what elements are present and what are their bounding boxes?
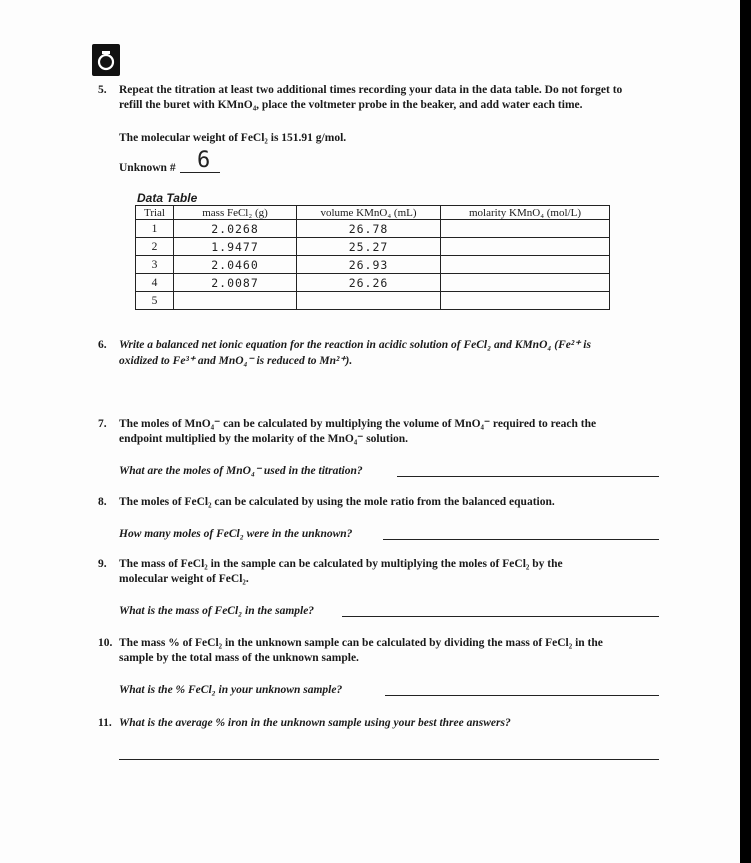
q9-text-line1: The mass of FeCl₂ in the sample can be calculated by multiplying the moles of FeCl₂ by the (119, 558, 563, 570)
unknown-label: Unknown # (119, 162, 176, 174)
q10-prompt: What is the % FeCl₂ in your unknown sample? (119, 684, 343, 696)
header-trial: Trial (136, 206, 174, 220)
q10-text-line2: sample by the total mass of the unknown sample. (119, 652, 359, 664)
mass-cell[interactable] (174, 292, 297, 310)
molarity-cell[interactable] (441, 292, 610, 310)
volume-cell[interactable] (297, 292, 441, 310)
q7-number: 7. (98, 418, 107, 430)
volume-cell[interactable]: 26.26 (297, 274, 441, 292)
q6-number: 6. (98, 339, 107, 351)
molarity-cell[interactable] (441, 274, 610, 292)
mass-cell[interactable]: 1.9477 (174, 238, 297, 256)
q5-text-line2: refill the buret with KMnO₄, place the voltmeter probe in the beaker, and add water each time. (119, 99, 583, 111)
mass-cell[interactable]: 2.0460 (174, 256, 297, 274)
q5-text-line1: Repeat the titration at least two additional times recording your data in the data table. Do not forget to (119, 84, 623, 96)
q7-text-line1: The moles of MnO₄⁻ can be calculated by multiplying the volume of MnO₄⁻ required to reach the (119, 418, 597, 430)
q8-prompt: How many moles of FeCl₂ were in the unknown? (119, 528, 353, 540)
trial-cell: 2 (136, 238, 174, 256)
q11-prompt: What is the average % iron in the unknown sample using your best three answers? (119, 717, 511, 729)
q8-answer-line[interactable] (383, 539, 659, 540)
table-row (136, 220, 610, 238)
molarity-cell[interactable] (441, 256, 610, 274)
trial-cell: 1 (136, 220, 174, 238)
q9-prompt: What is the mass of FeCl₂ in the sample? (119, 605, 315, 617)
q6-text-line1: Write a balanced net ionic equation for the reaction in acidic solution of FeCl₂ and KMnO₄ (Fe²⁺ is (119, 339, 591, 351)
data-table-header-row (136, 206, 610, 220)
q5-number: 5. (98, 84, 107, 96)
volume-cell[interactable]: 25.27 (297, 238, 441, 256)
q10-answer-line[interactable] (385, 695, 659, 696)
trial-cell: 4 (136, 274, 174, 292)
q10-text-line1: The mass % of FeCl₂ in the unknown sample can be calculated by dividing the mass of FeCl₂ in the (119, 637, 603, 649)
q11-answer-line[interactable] (119, 759, 659, 760)
safety-goggles-icon (92, 44, 120, 76)
table-row (136, 274, 610, 292)
q9-text-line2: molecular weight of FeCl₂. (119, 573, 249, 585)
data-table (135, 205, 610, 310)
unknown-number-line (180, 172, 220, 173)
trial-cell: 3 (136, 256, 174, 274)
unknown-number-value: 6 (197, 148, 212, 173)
q11-number: 11. (98, 717, 112, 729)
molecular-weight-text: The molecular weight of FeCl₂ is 151.91 g/mol. (119, 132, 347, 144)
data-table-title: Data Table (137, 191, 198, 205)
trial-cell: 5 (136, 292, 174, 310)
q6-text-line2: oxidized to Fe³⁺ and MnO₄⁻ is reduced to Mn²⁺). (119, 355, 353, 367)
q10-number: 10. (98, 637, 113, 649)
header-volume: volume KMnO₄ (mL) (297, 206, 441, 220)
header-mass: mass FeCl₂ (g) (174, 206, 297, 220)
molarity-cell[interactable] (441, 220, 610, 238)
volume-cell[interactable]: 26.78 (297, 220, 441, 238)
q9-number: 9. (98, 558, 107, 570)
q9-answer-line[interactable] (342, 616, 659, 617)
q8-number: 8. (98, 496, 107, 508)
q7-answer-line[interactable] (397, 476, 659, 477)
mass-cell[interactable]: 2.0268 (174, 220, 297, 238)
table-row (136, 256, 610, 274)
table-row (136, 238, 610, 256)
table-row (136, 292, 610, 310)
header-molarity: molarity KMnO₄ (mol/L) (441, 206, 610, 220)
q7-prompt: What are the moles of MnO₄⁻ used in the titration? (119, 465, 363, 477)
molarity-cell[interactable] (441, 238, 610, 256)
mass-cell[interactable]: 2.0087 (174, 274, 297, 292)
q8-text-line1: The moles of FeCl₂ can be calculated by using the mole ratio from the balanced equation. (119, 496, 555, 508)
volume-cell[interactable]: 26.93 (297, 256, 441, 274)
q7-text-line2: endpoint multiplied by the molarity of the MnO₄⁻ solution. (119, 433, 409, 445)
